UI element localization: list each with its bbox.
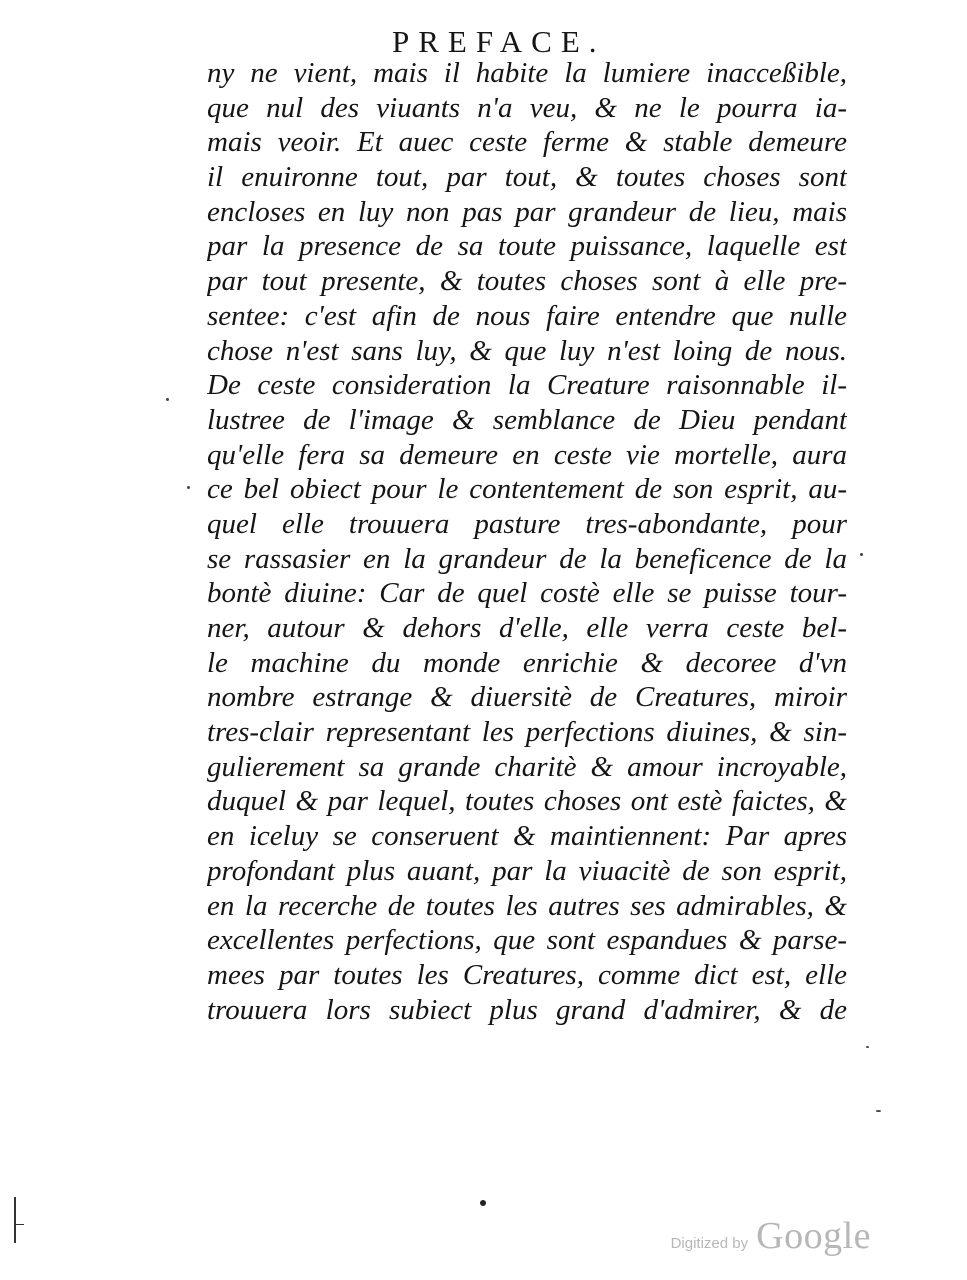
text-line-22: duquel & par lequel, toutes choses ont estè faictes, &: [207, 785, 847, 818]
text-line-26: excellentes perfections, que sont espandues & parse-: [207, 924, 847, 957]
text-line-27: mees par toutes les Creatures, comme dict est, elle: [207, 958, 847, 991]
text-line-4: il enuironne tout, par tout, & toutes choses sont: [207, 161, 847, 194]
text-line-3: mais veoir. Et auec ceste ferme & stable demeure: [207, 126, 847, 159]
text-line-19: nombre estrange & diuersitè de Creatures, miroir: [207, 681, 847, 714]
text-line-9: chose n'est sans luy, & que luy n'est loing de nous.: [207, 334, 847, 367]
margin-rule-mark: [14, 1197, 16, 1243]
text-line-7: par tout presente, & toutes choses sont à elle pre-: [207, 265, 847, 298]
text-line-8: sentee: c'est afin de nous faire entendre que nulle: [207, 299, 847, 332]
text-line-13: ce bel obiect pour le contentement de son esprit, au-: [207, 473, 847, 506]
scan-speck: [876, 1110, 881, 1112]
running-head: PREFACE.: [392, 24, 606, 59]
digitized-by-watermark: [671, 1214, 871, 1258]
scan-speck: [866, 1046, 869, 1048]
google-logo: Google: [756, 1215, 871, 1257]
text-line-16: bontè diuine: Car de quel costè elle se puisse tour-: [207, 577, 847, 610]
text-line-20: tres-clair representant les perfections diuines, & sin-: [207, 716, 847, 749]
scan-speck: [187, 486, 190, 489]
watermark-prefix: Digitized by: [670, 1235, 749, 1252]
text-line-10: De ceste consideration la Creature raisonnable il-: [207, 369, 847, 402]
text-line-21: gulierement sa grande charitè & amour incroyable,: [207, 750, 847, 783]
scan-speck: [166, 398, 169, 401]
text-line-15: se rassasier en la grandeur de la beneficence de la: [207, 542, 847, 575]
text-line-6: par la presence de sa toute puissance, laquelle est: [207, 230, 847, 263]
text-line-1: ny ne vient, mais il habite la lumiere inacceßible,: [207, 57, 847, 89]
body-text: [207, 56, 847, 1027]
text-line-25: en la recerche de toutes les autres ses admirables, &: [207, 889, 847, 922]
text-line-2: que nul des viuants n'a veu, & ne le pourra ia-: [207, 91, 847, 124]
margin-tick-mark: [14, 1224, 24, 1225]
scan-speck: [860, 553, 863, 556]
text-line-11: lustree de l'image & semblance de Dieu pendant: [207, 403, 847, 436]
page-dot-mark: [480, 1200, 486, 1206]
text-line-17: ner, autour & dehors d'elle, elle verra ceste bel-: [207, 612, 847, 644]
text-line-5: encloses en luy non pas par grandeur de lieu, mais: [207, 195, 847, 228]
text-line-12: qu'elle fera sa demeure en ceste vie mortelle, aura: [207, 438, 847, 471]
text-line-14: quel elle trouuera pasture tres-abondante, pour: [207, 507, 847, 540]
text-line-24: profondant plus auant, par la viuacitè de son esprit,: [207, 854, 847, 887]
text-line-23: en iceluy se conseruent & maintiennent: Par apres: [207, 820, 847, 853]
text-line-18: le machine du monde enrichie & decoree d'vn: [207, 646, 847, 679]
text-line-28: trouuera lors subiect plus grand d'admirer, & de: [207, 993, 847, 1026]
